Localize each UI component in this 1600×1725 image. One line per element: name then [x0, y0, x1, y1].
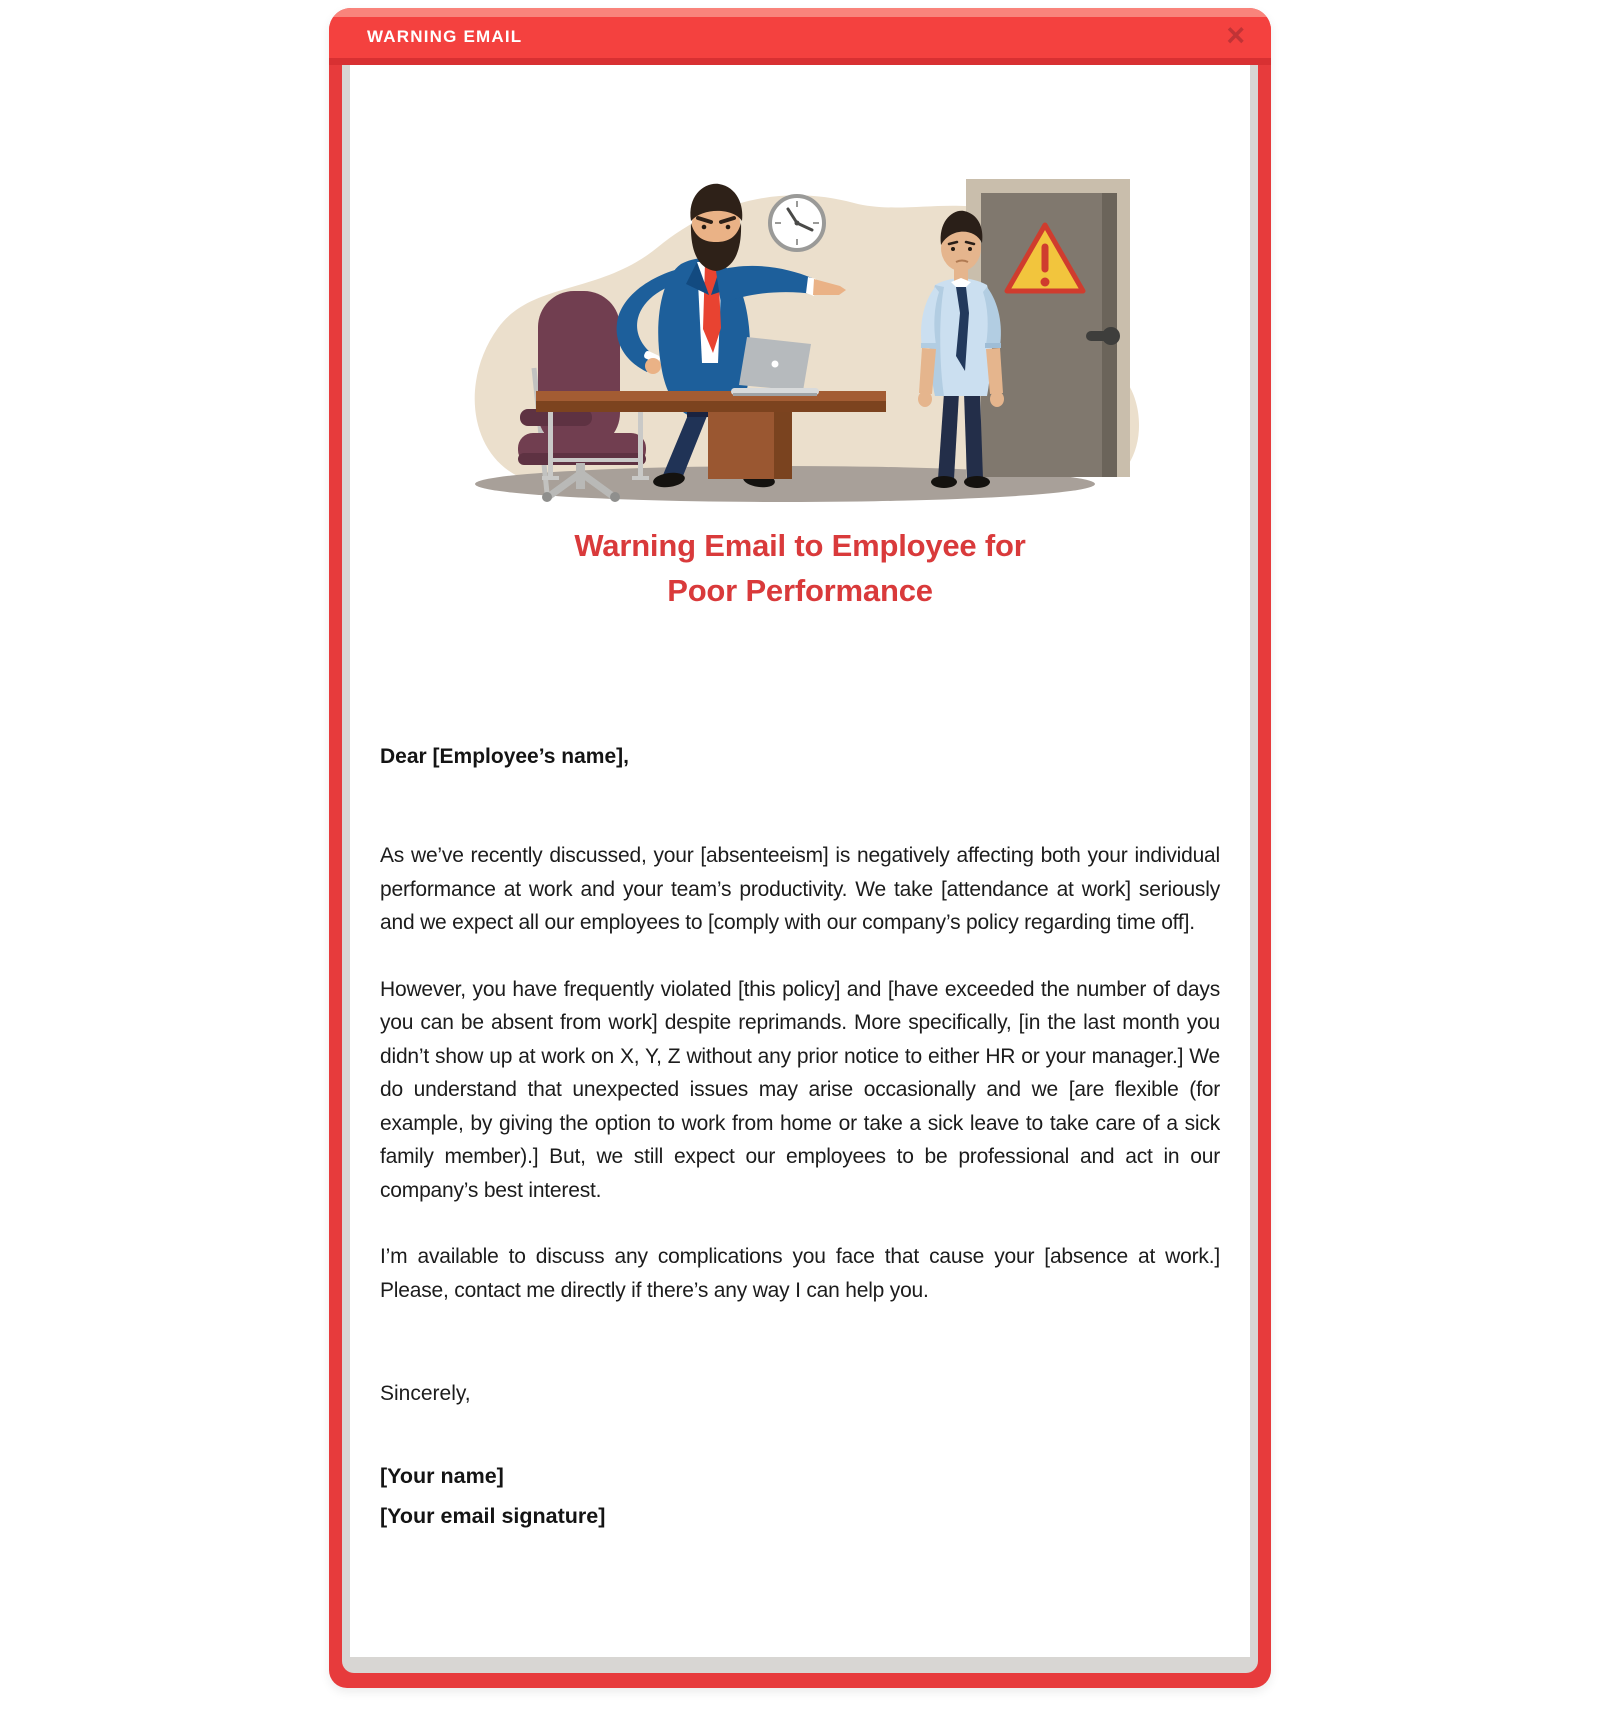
window-inner-frame: [342, 65, 1258, 1673]
page-title-line2: Poor Performance: [667, 573, 933, 608]
warning-email-window: [329, 8, 1271, 1688]
page-title: [380, 523, 1220, 613]
email-document: [350, 65, 1250, 1657]
email-paragraph: I’m available to discuss any complications you face that cause your [absence at work.] Please, contact me directly if there’s any way I can help you.: [380, 1245, 1220, 1302]
office-illustration: [450, 163, 1150, 503]
email-body: [380, 839, 1220, 1307]
email-signature: [380, 1456, 1220, 1536]
page-title-line1: Warning Email to Employee for: [574, 528, 1026, 563]
email-closing: Sincerely,: [380, 1382, 471, 1405]
close-icon[interactable]: ×: [1226, 16, 1245, 53]
wall-clock-icon: [770, 196, 824, 250]
window-title: WARNING EMAIL: [367, 26, 523, 46]
signature-email-placeholder: [Your email signature]: [380, 1504, 606, 1528]
email-salutation: Dear [Employee’s name],: [380, 745, 629, 768]
signature-name-placeholder: [Your name]: [380, 1464, 504, 1488]
email-paragraph: However, you have frequently violated [this policy] and [have exceeded the number of days you can be absent from work] despite reprimands. More specifically, [in the last month you didn’t show up at work on X, Y, Z without any prior notice to either HR or your manager.] We do understand that unexpected issues may arise occasionally and we [are flexible (for example, by giving the option to work from home or take a sick leave to take care of a sick family member).] But, we still expect our employees to be professional and act in our company’s best interest.: [380, 977, 1220, 1202]
window-titlebar: [329, 8, 1271, 65]
email-paragraph: As we’ve recently discussed, your [absenteeism] is negatively affecting both your individual performance at work and your team’s productivity. We take [attendance at work] seriously and we expect all our employees to [comply with our company’s policy regarding time off].: [380, 844, 1220, 934]
